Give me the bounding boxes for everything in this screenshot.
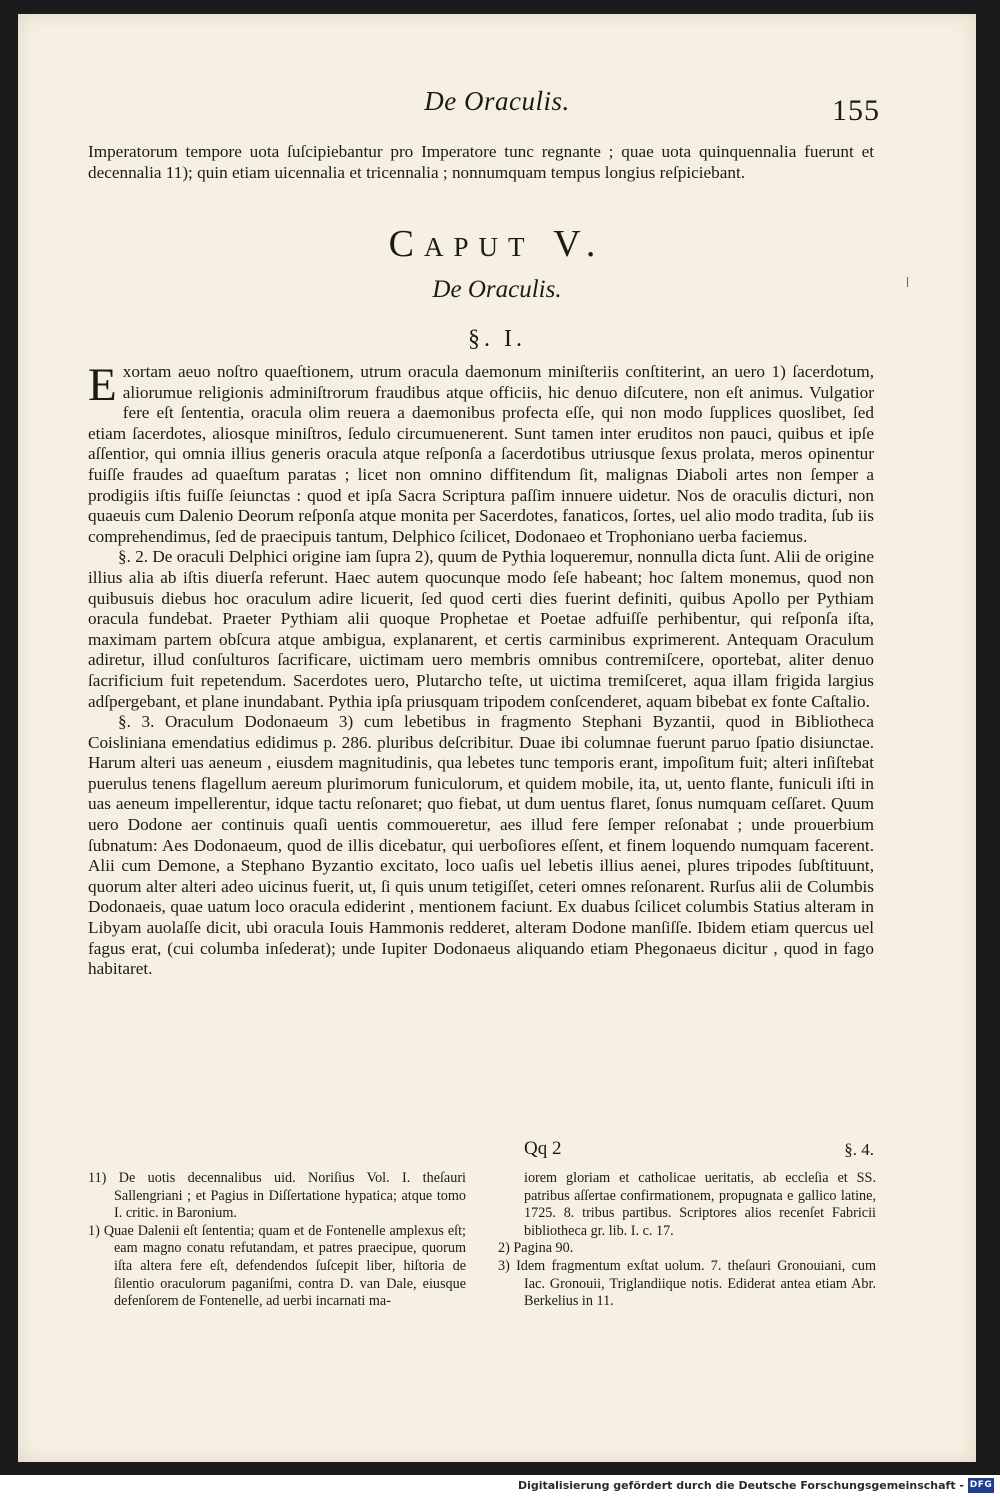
main-text [88, 359, 874, 980]
footnote-11 [88, 1170, 466, 1223]
footnote-2 [498, 1240, 876, 1258]
chapter-heading: Caput V. [388, 223, 606, 265]
footnote-marker: 2) [498, 1240, 510, 1257]
paragraph-1-text: xortam aeuo noſtro quaeſtionem, utrum oracula daemonum miniſteriis conſtiterint, an uero 1) ſacerdotum, aliorumue religionis adminiſtrorum fraudibus atque officiis, hic denuo diſcutere, non eſt animus. Vulgatior fere eſt ſententia, oracula olim reuera a daemonibus profecta eſſe, qui non modo ſupplices quoslibet, ſed etiam ſacerdotes, aliosque miniſtros, ſedulo circumuenerent. Sunt tamen inter eruditos non pauci, quibus et ipſe aſſentior, qui omnia illius generis oracula atque reſponſa a ſacerdotibus utriusque ſexus prolata, meros opinentur fuiſſe fraudes ad quaeſtum paratas ; licet non omnino diffitendum ſit, malignas Diaboli artes non ſemper a prodigiis iſtis fuiſſe ſeiunctas : quod et ipſa Sacra Scriptura paſſim innuere uidetur. Nos de oraculis dicturi, non quaeuis cum Dalenio Deorum reſponſa atque monita per Sacerdotes, fanaticos, ſortes, uel alio modo tradita, ſub iis comprehendimus, ſed de praecipuis tantum, Delphico ſcilicet, Dodonaeo et Trophoniano uerba faciemus. [88, 362, 874, 546]
footnotes-right-column [498, 1170, 876, 1311]
carryover-paragraph: Imperatorum tempore uota ſuſcipiebantur pro Imperatore tunc regnante ; quae uota quinquennalia fuerunt et decennalia 11); quin etiam uicennalia et tricennalia ; nonnumquam tempus longius reſpiciebant. [88, 142, 874, 182]
dfg-logo: DFG [968, 1478, 994, 1493]
footnote-marker: 3) [498, 1257, 510, 1274]
page-header [18, 86, 976, 126]
footnote-marker: 1) [88, 1222, 100, 1239]
signature-line [18, 1138, 976, 1166]
margin-mark [907, 277, 908, 287]
catchword: §. 4. [844, 1140, 874, 1159]
footnote-1 [88, 1223, 466, 1311]
footnote-3 [498, 1258, 876, 1311]
footnote-text: Pagina 90. [513, 1240, 574, 1257]
paragraph-2: §. 2. De oraculi Delphici origine iam ſupra 2), quum de Pythia loqueremur, nonnulla dicta ſunt. Alii de origine illius alia ab iſtis diuerſa referunt. Haec autem quocunque modo ſeſe habeant; hoc ſaltem monemus, quod non quibusuis diebus hoc oraculum adire licuerit, ſed quod certi dies fuerint definiti, quibus Apollo per Pythiam oracula fundebat. Praeter Pythiam alii quoque Prophetae et Poetae adfuiſſe perhibentur, qui reſponſa iſta, maximam partem obſcura atque ambigua, explanarent, et certis carminibus exprimerent. Antequam Oraculum adiretur, illud conſulturos ſacrificare, uictimam uero membris omnibus contremiſcere, oportebat, aliter denuo ſacrificium fuit repetendum. Sacerdotes uero, Plutarcho teſte, ut uictima tremiſceret, aqua illam frigida largius adſpergebant, et plane inundabant. Pythia ipſa priusquam tripodem conſcenderet, aquam bibebat ex fonte Caſtalio. [88, 547, 874, 711]
page-number: 155 [832, 94, 880, 127]
signature-mark: Qq 2 [524, 1138, 562, 1159]
drop-cap: E [88, 359, 117, 411]
chapter-subtitle: De Oraculis. [432, 276, 562, 303]
footnote-1-continued: iorem gloriam et catholicae ueritatis, ab eccleſia et SS. patribus aſſertae confirmationem, propugnata e gallico latine, 1725. 8. tribus partibus. Scriptores alios recenſet Fabricii bibliotheca gr. lib. I. c. 17. [524, 1170, 876, 1239]
footnote-text: Quae Dalenii eſt ſententia; quam et de Fontenelle amplexus eſt; eam magno conatu refutandam, et patres praecipue, quorum iſta altera fere eſt, defendendos ſuſcepit liber, hiſtoria de ſilentio oraculorum paganiſmi, contra D. van Dale, eiusque defenſorem de Fontenelle, ad uerbi incarnati ma- [103, 1222, 466, 1310]
paragraph-1 [88, 359, 874, 547]
funding-credit: Digitalisierung gefördert durch die Deutsche Forschungsgemeinschaft - [517, 1479, 964, 1492]
footnotes-left-column [88, 1170, 466, 1311]
section-number: §. I. [468, 326, 526, 352]
running-title: De Oraculis. [424, 86, 570, 116]
paragraph-3: §. 3. Oraculum Dodonaeum 3) cum lebetibus in fragmento Stephani Byzantii, quod in Bibliotheca Coisliniana emendatius edidimus p. 286. pluribus deſcribitur. Duae ibi columnae fuerunt paruo ſpatio disiunctae. Harum alteri uas aeneum , eiusdem magnitudinis, qua lebetes tunc temporis erant, impoſitum fuit; alteri inſiſtebat puerulus tenens flagellum aereum plurimorum funiculorum, et quidem mobile, ita, ut, uento flante, funiculi iſti in uas aeneum impellerentur, idque tactu reſonaret; quo fiebat, ut dum uentus flaret, ſonus numquam ceſſaret. Quum uero Dodone aer continuis quaſi uentis commoueretur, aes illud fere ſemper reſonabat ; unde prouerbium ſubnatum: Aes Dodonaeum, quod de illis dicebatur, qui uerboſiores eſſent, et finem loquendo numquam facerent. Alii cum Demone, a Stephano Byzantio excitato, loco uaſis uel lebetis illius aenei, plures tripodes ſubſtituunt, quorum alter alteri adeo uicinus fuerit, ut, ſi quis unum tetigiſſet, ceteri omnes reſonarent. Rurſus alii de Columbis Dodonaeis, quae uatum loco oracula ediderint , mentionem faciunt. Ex duabus ſcilicet columbis Statius alteram in Libyam auolaſſe dicit, ubi oracula Iouis Hammonis redderet, alteram Dodone manſiſſe. Ibidem etiam quercus uel fagus erat, (cui columba inſederat); unde Iupiter Dodonaeus aliquando etiam Phegonaeus dicitur , quod in fago habitaret. [88, 712, 874, 979]
book-page [18, 14, 976, 1462]
footnote-text: Idem fragmentum exſtat uolum. 7. theſauri Gronouiani, cum Iac. Gronouii, Triglandiique notis. Ediderat antea etiam Abr. Berkelius in 11. [516, 1257, 877, 1310]
footer-bar [0, 1475, 1000, 1497]
footnote-text: De uotis decennalibus uid. Noriſius Vol. I. theſauri Sallengriani ; et Pagius in Diſſertatione hypatica; atque tomo I. critic. in Baronium. [114, 1170, 466, 1222]
footnote-marker: 11) [88, 1170, 107, 1186]
